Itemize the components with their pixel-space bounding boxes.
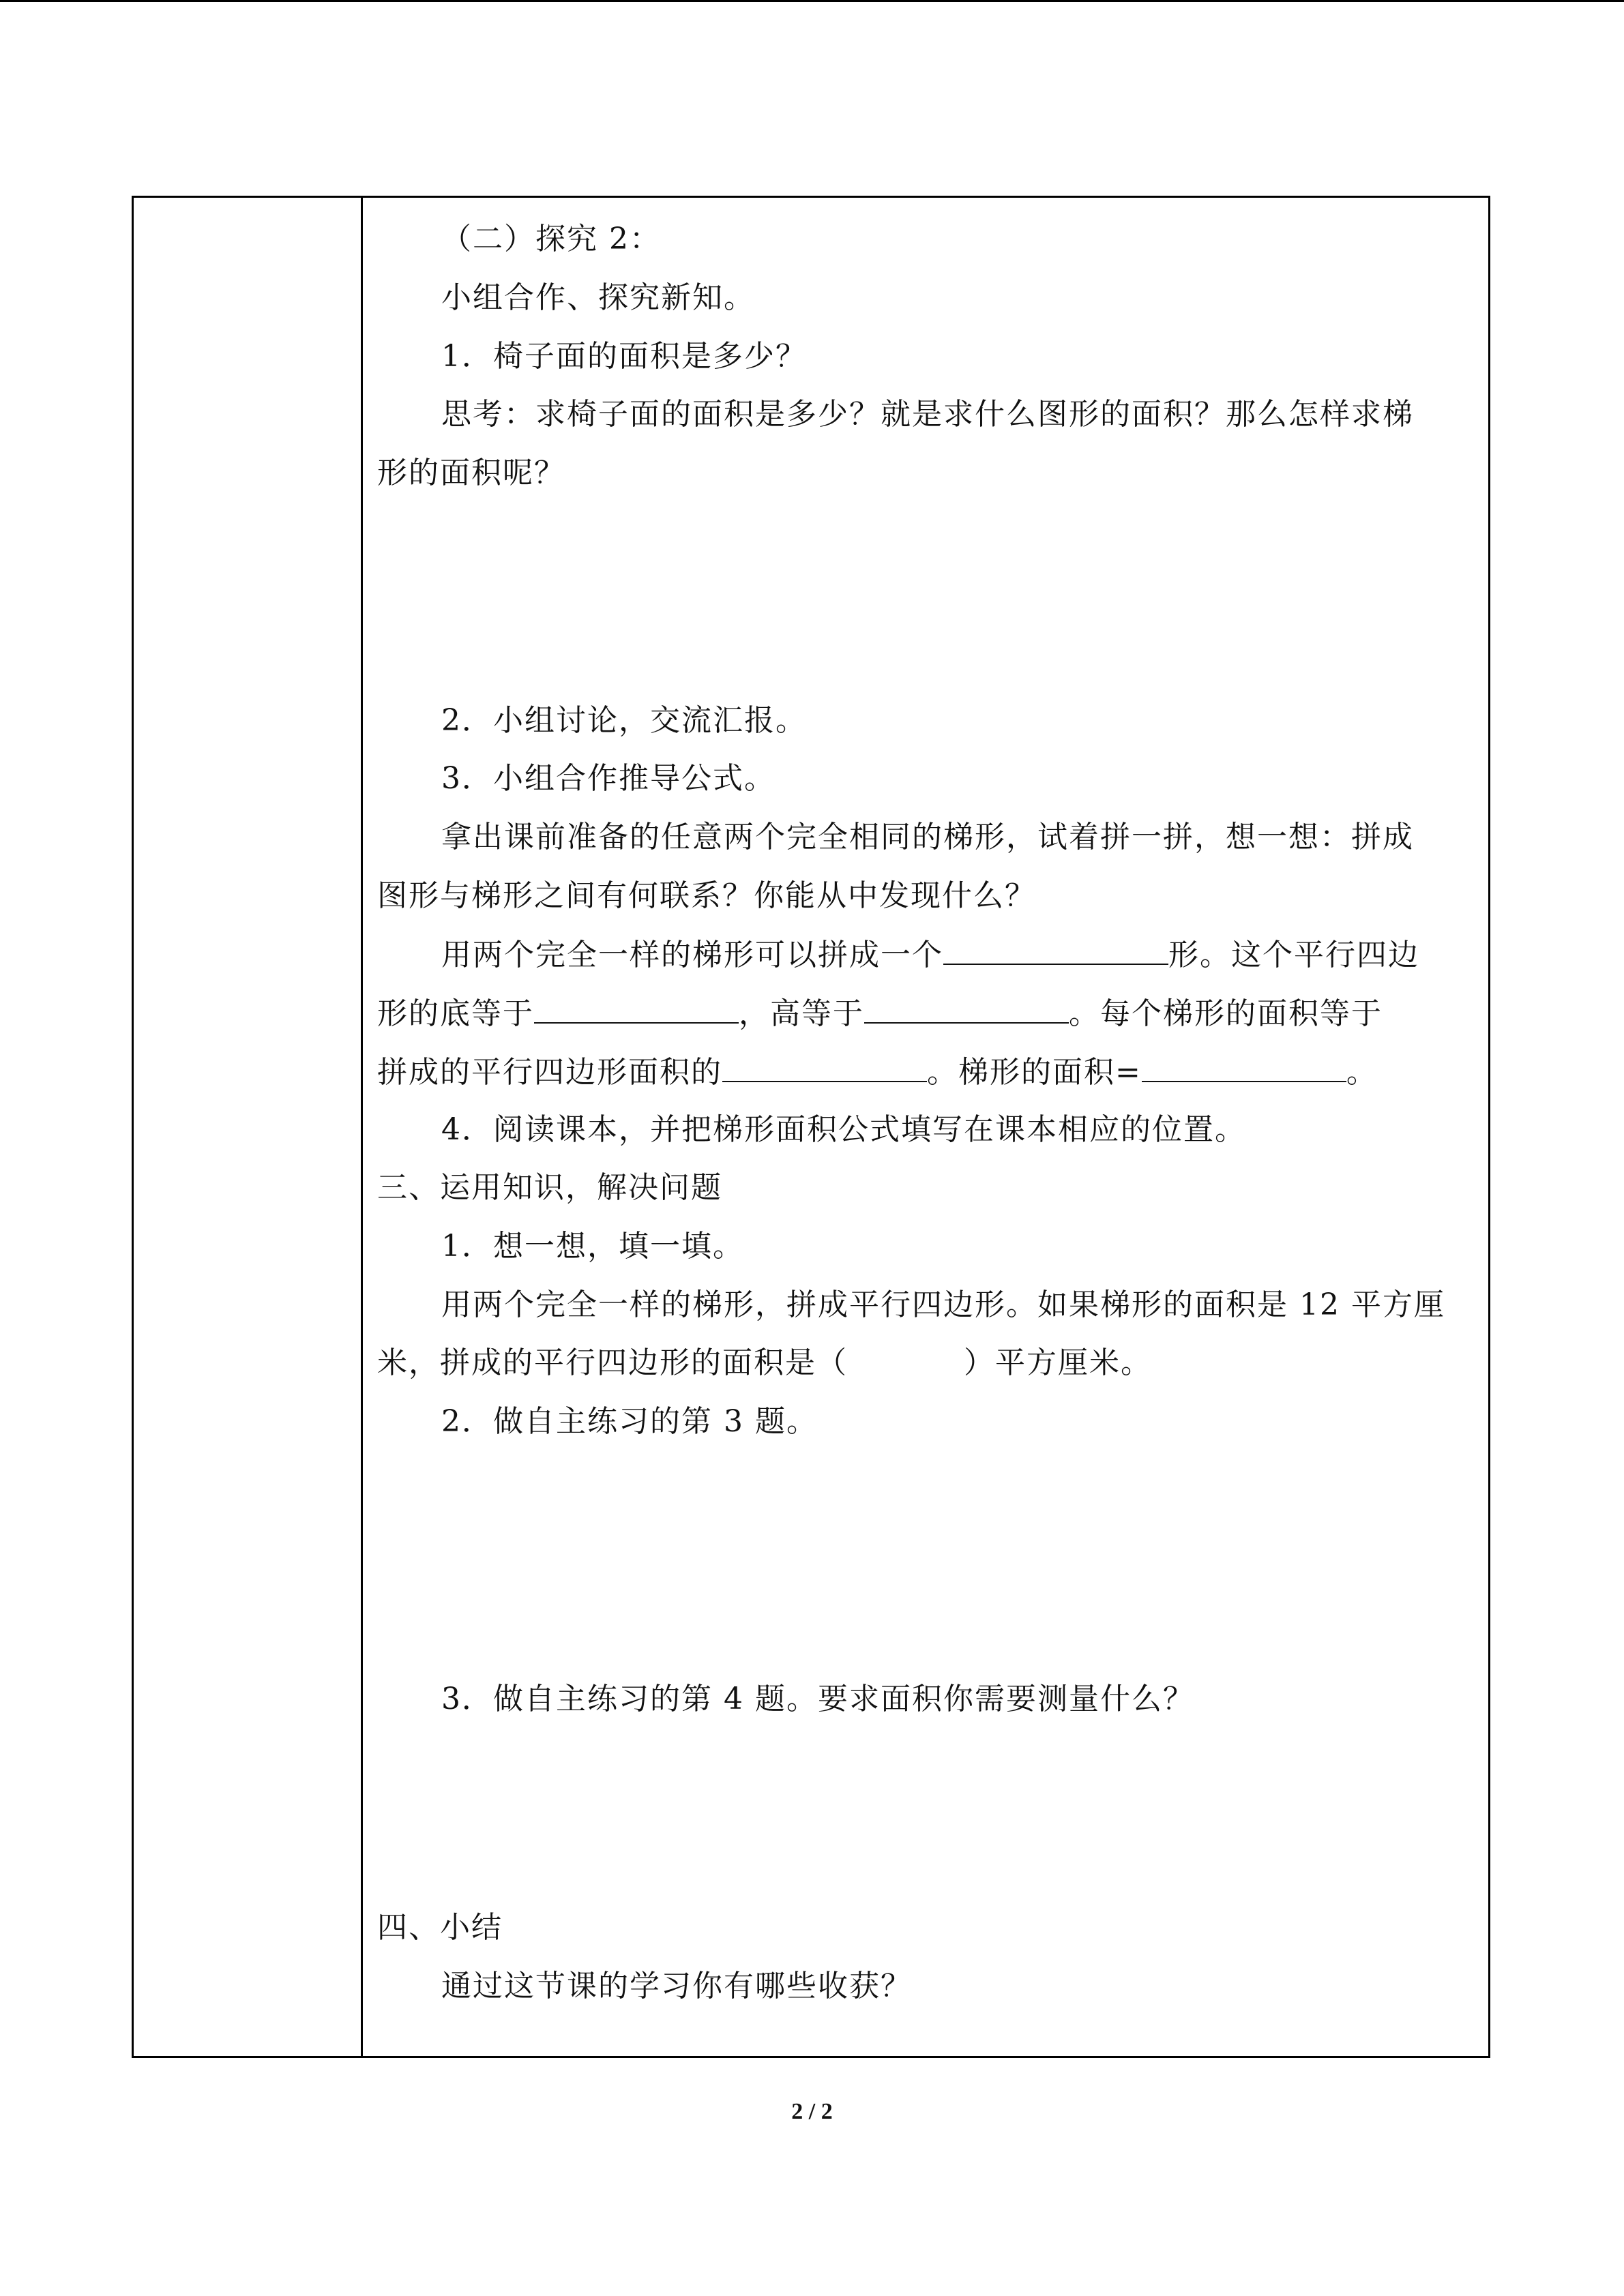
fill-text: ，高等于 xyxy=(739,996,864,1031)
column-divider xyxy=(361,198,363,2056)
text-line: 图形与梯形之间有何联系？你能从中发现什么？ xyxy=(377,878,1036,913)
section-heading-apply: 三、运用知识，解决问题 xyxy=(377,1170,722,1205)
fill-text: 米，拼成的平行四边形的面积是（ xyxy=(377,1345,848,1380)
exercise-3: 3．做自主练习的第 4 题。要求面积你需要测量什么？ xyxy=(441,1682,1194,1716)
lesson-table xyxy=(132,196,1490,2058)
page-number: 2 / 2 xyxy=(791,2099,833,2124)
fill-in-line xyxy=(377,1343,1475,1384)
section-heading-summary: 四、小结 xyxy=(377,1910,503,1945)
fill-text: 。每个梯形的面积等于 xyxy=(1069,996,1383,1031)
fill-text: 。 xyxy=(1346,1055,1378,1090)
text-line: 通过这节课的学习你有哪些收获？ xyxy=(441,1969,912,2003)
answer-blank[interactable] xyxy=(943,934,1168,965)
fill-text: 用两个完全一样的梯形可以拼成一个 xyxy=(441,938,943,972)
text-line: 思考：求椅子面的面积是多少？就是求什么图形的面积？那么怎样求梯 xyxy=(441,397,1414,432)
answer-blank[interactable] xyxy=(1142,1051,1346,1082)
section-heading-inquiry-2: （二）探究 2： xyxy=(441,222,661,256)
fill-in-line xyxy=(377,934,1539,976)
answer-blank[interactable] xyxy=(534,992,739,1024)
fill-text: ）平方厘米。 xyxy=(964,1345,1152,1380)
text-line: 形的面积呢？ xyxy=(377,456,565,490)
content-cell xyxy=(377,198,1475,2056)
question-1: 1．椅子面的面积是多少？ xyxy=(441,339,807,374)
answer-blank[interactable] xyxy=(864,992,1069,1024)
top-border-rule xyxy=(0,0,1624,2)
text-line: 用两个完全一样的梯形，拼成平行四边形。如果梯形的面积是 12 平方厘 xyxy=(441,1287,1445,1322)
answer-blank[interactable] xyxy=(722,1051,927,1082)
question-4: 4．阅读课本，并把梯形面积公式填写在课本相应的位置。 xyxy=(441,1112,1246,1147)
text-line: 小组合作、探究新知。 xyxy=(441,280,755,315)
fill-text: 形。这个平行四边 xyxy=(1168,938,1419,972)
fill-in-line xyxy=(377,1051,1475,1093)
exercise-1: 1．想一想，填一填。 xyxy=(441,1229,744,1264)
text-line: 拿出课前准备的任意两个完全相同的梯形，试着拼一拼，想一想：拼成 xyxy=(441,820,1414,854)
exercise-2: 2．做自主练习的第 3 题。 xyxy=(441,1404,818,1439)
question-2: 2．小组讨论，交流汇报。 xyxy=(441,703,807,738)
fill-text: 形的底等于 xyxy=(377,996,534,1031)
fill-text: 拼成的平行四边形面积的 xyxy=(377,1055,722,1090)
fill-text: 。梯形的面积= xyxy=(927,1055,1142,1090)
fill-in-line xyxy=(377,992,1475,1034)
question-3: 3．小组合作推导公式。 xyxy=(441,761,776,796)
